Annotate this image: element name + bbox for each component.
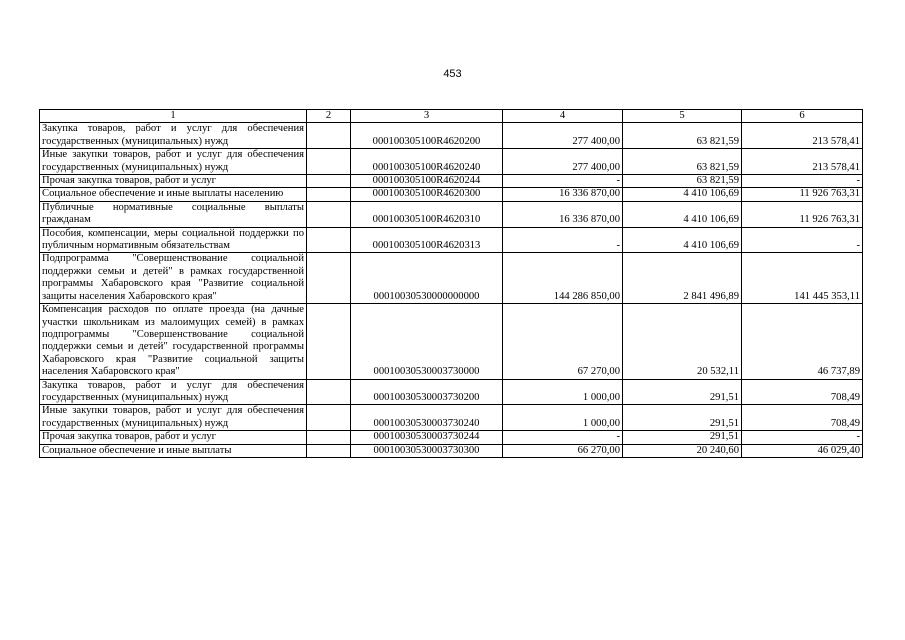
row-code: 000100305100R4620200 (351, 123, 503, 149)
row-code: 00010030530003730300 (351, 444, 503, 457)
row-col4: - (503, 227, 623, 253)
row-col4: 67 270,00 (503, 304, 623, 379)
row-col5: 4 410 106,69 (623, 227, 742, 253)
table-row (40, 304, 863, 379)
row-col6: 708,49 (742, 405, 863, 431)
table-row (40, 253, 863, 304)
row-col6: 141 445 353,11 (742, 253, 863, 304)
column-header: 1 (40, 110, 307, 123)
row-code: 000100305100R4620313 (351, 227, 503, 253)
row-col5: 63 821,59 (623, 175, 742, 188)
table-row (40, 149, 863, 175)
row-col4: 277 400,00 (503, 149, 623, 175)
row-col5: 2 841 496,89 (623, 253, 742, 304)
row-col6: 708,49 (742, 379, 863, 405)
row-code: 000100305100R4620300 (351, 188, 503, 201)
column-header: 2 (307, 110, 351, 123)
row-col2 (307, 188, 351, 201)
row-col2 (307, 201, 351, 227)
row-col2 (307, 379, 351, 405)
table-row (40, 175, 863, 188)
row-col5: 20 532,11 (623, 304, 742, 379)
row-col2 (307, 175, 351, 188)
row-col5: 63 821,59 (623, 123, 742, 149)
row-col4: 277 400,00 (503, 123, 623, 149)
row-col6: 11 926 763,31 (742, 188, 863, 201)
row-col6: 11 926 763,31 (742, 201, 863, 227)
row-col2 (307, 444, 351, 457)
column-header: 4 (503, 110, 623, 123)
row-name: Пособия, компенсации, меры социальной поддержки по публичным нормативным обязательствам (40, 227, 307, 253)
row-col6: 213 578,41 (742, 149, 863, 175)
row-name: Социальное обеспечение и иные выплаты (40, 444, 307, 457)
row-col2 (307, 227, 351, 253)
page-number: 453 (443, 68, 462, 80)
row-col4: - (503, 175, 623, 188)
row-col6: - (742, 227, 863, 253)
row-col2 (307, 253, 351, 304)
row-name: Иные закупки товаров, работ и услуг для обеспечения государственных (муниципальных) нужд (40, 405, 307, 431)
row-col2 (307, 149, 351, 175)
row-col4: - (503, 431, 623, 444)
row-name: Закупка товаров, работ и услуг для обеспечения государственных (муниципальных) нужд (40, 379, 307, 405)
row-col2 (307, 304, 351, 379)
row-name: Компенсация расходов по оплате проезда (на дачные участки школьникам из малоимущих семей) в рамках подпрограммы "Совершенствование социальной поддержки семьи и детей" государственной программы Хабаровского края "Развитие социальной защиты населения Хабаровского края" (40, 304, 307, 379)
row-col4: 66 270,00 (503, 444, 623, 457)
table-row (40, 379, 863, 405)
row-code: 000100305100R4620240 (351, 149, 503, 175)
row-col5: 291,51 (623, 431, 742, 444)
table-row (40, 123, 863, 149)
table-row (40, 431, 863, 444)
budget-table (39, 109, 863, 458)
table-row (40, 405, 863, 431)
row-col2 (307, 405, 351, 431)
row-name: Прочая закупка товаров, работ и услуг (40, 431, 307, 444)
row-col4: 16 336 870,00 (503, 188, 623, 201)
column-header: 3 (351, 110, 503, 123)
row-code: 00010030530003730244 (351, 431, 503, 444)
row-name: Социальное обеспечение и иные выплаты населению (40, 188, 307, 201)
row-code: 00010030530000000000 (351, 253, 503, 304)
row-col5: 20 240,60 (623, 444, 742, 457)
table-row (40, 227, 863, 253)
row-name: Публичные нормативные социальные выплаты гражданам (40, 201, 307, 227)
row-code: 000100305100R4620310 (351, 201, 503, 227)
row-col2 (307, 431, 351, 444)
row-col6: 46 737,89 (742, 304, 863, 379)
row-col5: 291,51 (623, 379, 742, 405)
row-col4: 1 000,00 (503, 379, 623, 405)
row-name: Подпрограмма "Совершенствование социальной поддержки семьи и детей" в рамках государственной программы Хабаровского края "Развитие социальной защиты населения Хабаровского края" (40, 253, 307, 304)
row-col6: 213 578,41 (742, 123, 863, 149)
row-code: 00010030530003730200 (351, 379, 503, 405)
row-col5: 63 821,59 (623, 149, 742, 175)
row-col5: 4 410 106,69 (623, 188, 742, 201)
row-code: 000100305100R4620244 (351, 175, 503, 188)
row-col4: 144 286 850,00 (503, 253, 623, 304)
row-col4: 1 000,00 (503, 405, 623, 431)
row-col2 (307, 123, 351, 149)
row-code: 00010030530003730240 (351, 405, 503, 431)
row-code: 00010030530003730000 (351, 304, 503, 379)
table-row (40, 201, 863, 227)
row-col6: - (742, 431, 863, 444)
row-col6: 46 029,40 (742, 444, 863, 457)
table-row (40, 188, 863, 201)
row-col5: 291,51 (623, 405, 742, 431)
row-name: Иные закупки товаров, работ и услуг для обеспечения государственных (муниципальных) нужд (40, 149, 307, 175)
table-header-row (40, 110, 863, 123)
row-name: Прочая закупка товаров, работ и услуг (40, 175, 307, 188)
table-row (40, 444, 863, 457)
row-col4: 16 336 870,00 (503, 201, 623, 227)
row-col6: - (742, 175, 863, 188)
column-header: 5 (623, 110, 742, 123)
column-header: 6 (742, 110, 863, 123)
row-col5: 4 410 106,69 (623, 201, 742, 227)
row-name: Закупка товаров, работ и услуг для обеспечения государственных (муниципальных) нужд (40, 123, 307, 149)
